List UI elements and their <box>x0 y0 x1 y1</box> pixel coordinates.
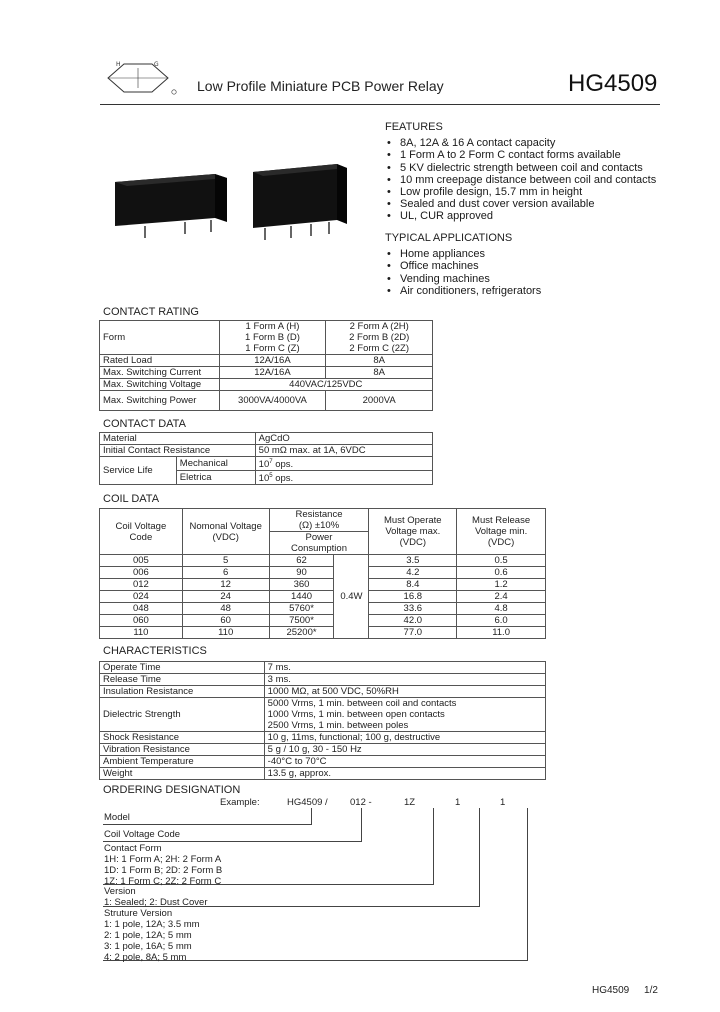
order-part-structure: 1 <box>500 797 506 808</box>
nominal-voltage: 5 <box>182 555 269 567</box>
power-consumption-value: 0.4W <box>334 555 369 639</box>
rated-load-1pole: 12A/16A <box>219 355 326 367</box>
example-label: Example: <box>220 797 260 808</box>
rated-load-label: Rated Load <box>100 355 220 367</box>
form-single-pole: 1 Form A (H) 1 Form B (D) 1 Form C (Z) <box>219 321 326 355</box>
coil-resistance: 25200* <box>269 627 334 639</box>
max-current-2pole: 8A <box>326 367 433 379</box>
max-power-1pole: 3000VA/4000VA <box>219 391 326 411</box>
max-power-2pole: 2000VA <box>326 391 433 411</box>
mechanical-value: $10^7$ ops. <box>255 457 432 471</box>
char-label: Release Time <box>100 674 265 686</box>
nominal-voltage: 48 <box>182 603 269 615</box>
order-part-version: 1 <box>455 797 461 808</box>
contact-data-title: CONTACT DATA <box>103 418 186 430</box>
order-model-label: Model <box>104 812 130 823</box>
feature-item: • 1 Form A to 2 Form C contact forms available <box>385 149 656 161</box>
electrical-value: $10^5$ ops. <box>255 471 432 485</box>
coil-code: 110 <box>100 627 183 639</box>
order-part-contact: 1Z <box>404 797 416 808</box>
coil-code: 060 <box>100 615 183 627</box>
must-release-voltage: 11.0 <box>457 627 546 639</box>
coil-code: 005 <box>100 555 183 567</box>
char-value: 13.5 g, approx. <box>264 768 545 780</box>
char-label: Dielectric Strength <box>100 698 265 732</box>
char-value: 10 g, 11ms, functional; 100 g, destructive <box>264 732 545 744</box>
connector-line <box>311 808 312 824</box>
max-voltage-value: 440VAC/125VDC <box>219 379 432 391</box>
nominal-voltage: 12 <box>182 579 269 591</box>
char-label: Shock Resistance <box>100 732 265 744</box>
order-structure-version: Struture Version 1: 1 pole, 12A; 3.5 mm 2: 1 pole, 12A; 5 mm 3: 1 pole, 16A; 5 mm 4: 2 pole, 8A; 5 mm <box>104 908 200 963</box>
connector-line <box>433 808 434 884</box>
feature-item: • 10 mm creepage distance between coil and contacts <box>385 174 656 186</box>
max-current-1pole: 12A/16A <box>219 367 326 379</box>
material-value: AgCdO <box>255 433 432 445</box>
logo-letter-g: G <box>154 61 159 68</box>
features-section <box>385 121 656 223</box>
form-double-pole: 2 Form A (2H) 2 Form B (2D) 2 Form C (2Z) <box>326 321 433 355</box>
connector-line <box>361 808 362 841</box>
resistance-header: Resistance (Ω) ±10% <box>269 509 369 532</box>
must-release-voltage: 1.2 <box>457 579 546 591</box>
char-value: 5000 Vrms, 1 min. between coil and contacts 1000 Vrms, 1 min. between open contacts 2500 Vrms, 1 min. between poles <box>264 698 545 732</box>
must-release-voltage: 2.4 <box>457 591 546 603</box>
coil-resistance: 360 <box>269 579 334 591</box>
connector-line <box>527 808 528 960</box>
application-item: • Home appliances <box>385 248 541 260</box>
order-version: Version 1: Sealed; 2: Dust Cover <box>104 886 208 908</box>
coil-data-title: COIL DATA <box>103 493 160 505</box>
must-release-header: Must Release Voltage min. (VDC) <box>457 509 546 555</box>
must-operate-voltage: 42.0 <box>369 615 457 627</box>
applications-title: TYPICAL APPLICATIONS <box>385 232 513 244</box>
must-operate-voltage: 8.4 <box>369 579 457 591</box>
model-title: HG4509 <box>568 70 658 97</box>
feature-item: • UL, CUR approved <box>385 210 656 222</box>
max-voltage-label: Max. Switching Voltage <box>100 379 220 391</box>
must-release-voltage: 6.0 <box>457 615 546 627</box>
ordering-title: ORDERING DESIGNATION <box>103 784 241 796</box>
connector-line <box>103 841 362 842</box>
coil-code: 048 <box>100 603 183 615</box>
coil-resistance: 62 <box>269 555 334 567</box>
applications-section <box>385 232 541 297</box>
must-operate-voltage: 16.8 <box>369 591 457 603</box>
max-power-label: Max. Switching Power <box>100 391 220 411</box>
feature-item: • 8A, 12A & 16 A contact capacity <box>385 137 656 149</box>
coil-data-table <box>99 508 546 639</box>
must-operate-voltage: 4.2 <box>369 567 457 579</box>
feature-item: • Sealed and dust cover version available <box>385 198 656 210</box>
must-operate-voltage: 77.0 <box>369 627 457 639</box>
contact-resistance-label: Initial Contact Resistance <box>100 445 256 457</box>
char-label: Vibration Resistance <box>100 744 265 756</box>
nominal-voltage: 24 <box>182 591 269 603</box>
power-consumption-header: Power Consumption <box>269 532 369 555</box>
relay-product-photo <box>115 160 350 245</box>
must-release-voltage: 4.8 <box>457 603 546 615</box>
page-number: 1/2 <box>644 985 658 996</box>
nominal-voltage: 110 <box>182 627 269 639</box>
page-footer <box>592 985 658 996</box>
must-release-voltage: 0.6 <box>457 567 546 579</box>
contact-rating-table <box>99 320 433 411</box>
coil-resistance: 1440 <box>269 591 334 603</box>
char-value: 5 g / 10 g, 30 - 150 Hz <box>264 744 545 756</box>
footer-model: HG4509 <box>592 985 630 996</box>
feature-item: • Low profile design, 15.7 mm in height <box>385 186 656 198</box>
form-label: Form <box>100 321 220 355</box>
contact-data-table <box>99 432 433 485</box>
char-label: Weight <box>100 768 265 780</box>
characteristics-title: CHARACTERISTICS <box>103 645 207 657</box>
page-subtitle: Low Profile Miniature PCB Power Relay <box>197 78 444 94</box>
max-current-label: Max. Switching Current <box>100 367 220 379</box>
company-logo <box>94 58 178 98</box>
must-operate-voltage: 33.6 <box>369 603 457 615</box>
connector-line <box>103 824 312 825</box>
rated-load-2pole: 8A <box>326 355 433 367</box>
order-part-model: HG4509 / <box>287 797 328 808</box>
must-release-voltage: 0.5 <box>457 555 546 567</box>
feature-item: • 5 KV dielectric strength between coil and contacts <box>385 162 656 174</box>
coil-code: 006 <box>100 567 183 579</box>
char-label: Insulation Resistance <box>100 686 265 698</box>
char-value: 3 ms. <box>264 674 545 686</box>
coil-resistance: 5760* <box>269 603 334 615</box>
char-value: -40°C to 70°C <box>264 756 545 768</box>
contact-rating-title: CONTACT RATING <box>103 306 199 318</box>
coil-resistance: 90 <box>269 567 334 579</box>
char-value: 7 ms. <box>264 662 545 674</box>
characteristics-table <box>99 661 546 780</box>
mechanical-label: Mechanical <box>176 457 255 471</box>
features-title: FEATURES <box>385 121 443 133</box>
order-part-coil: 012 - <box>350 797 372 808</box>
header-rule <box>100 104 660 105</box>
service-life-label: Service Life <box>100 457 177 485</box>
nominal-voltage-header: Nomonal Voltage (VDC) <box>182 509 269 555</box>
electrical-label: Eletrica <box>176 471 255 485</box>
order-contact-form: Contact Form 1H: 1 Form A; 2H: 2 Form A 1D: 1 Form B; 2D: 2 Form B 1Z: 1 Form C; 2Z: 2 Form C <box>104 843 223 887</box>
coil-code: 024 <box>100 591 183 603</box>
must-operate-header: Must Operate Voltage max. (VDC) <box>369 509 457 555</box>
nominal-voltage: 6 <box>182 567 269 579</box>
connector-line <box>479 808 480 906</box>
coil-code: 012 <box>100 579 183 591</box>
must-operate-voltage: 3.5 <box>369 555 457 567</box>
char-label: Ambient Temperature <box>100 756 265 768</box>
application-item: • Office machines <box>385 260 541 272</box>
material-label: Material <box>100 433 256 445</box>
application-item: • Vending machines <box>385 273 541 285</box>
order-coil-code-label: Coil Voltage Code <box>104 829 181 840</box>
application-item: • Air conditioners, refrigerators <box>385 285 541 297</box>
coil-code-header: Coil Voltage Code <box>100 509 183 555</box>
logo-letter-h: H <box>116 61 121 68</box>
coil-resistance: 7500* <box>269 615 334 627</box>
contact-resistance-value: 50 mΩ max. at 1A, 6VDC <box>255 445 432 457</box>
char-value: 1000 MΩ, at 500 VDC, 50%RH <box>264 686 545 698</box>
char-label: Operate Time <box>100 662 265 674</box>
nominal-voltage: 60 <box>182 615 269 627</box>
